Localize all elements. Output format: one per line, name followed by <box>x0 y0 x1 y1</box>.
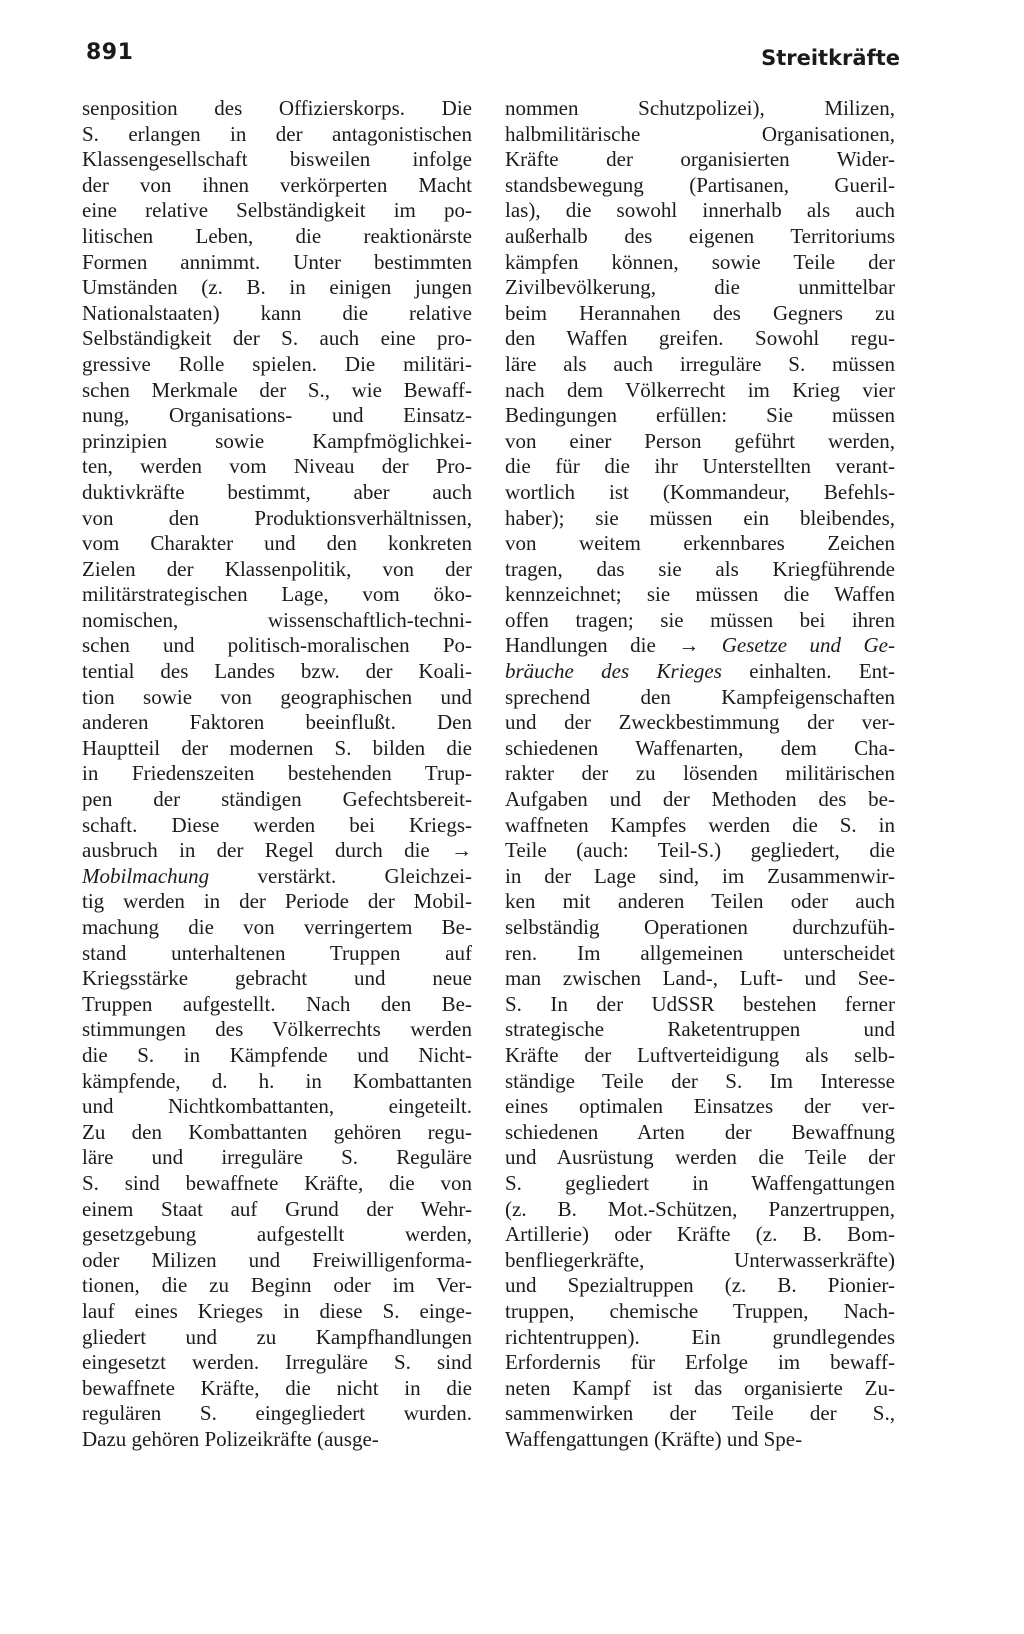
page-number: 891 <box>86 40 134 65</box>
text-line: sammenwirken der Teile der S., <box>505 1401 895 1426</box>
text-line: offen tragen; sie müssen bei ihren <box>505 607 895 632</box>
text-line: Dazu gehören Polizeikräfte (ausge- <box>82 1426 379 1451</box>
text-line: eines optimalen Einsatzes der ver- <box>505 1094 895 1119</box>
text-line: benfliegerkräfte, Unterwasserkräfte) <box>505 1247 895 1272</box>
text-line: schiedenen Arten der Bewaffnung <box>505 1119 895 1144</box>
text-line: nach dem Völkerrecht im Krieg vier <box>505 377 895 402</box>
text-line: machung die von verringertem Be- <box>82 915 472 939</box>
text-line: Aufgaben und der Methoden des be- <box>505 787 895 812</box>
text-line: anderen Faktoren beeinflußt. Den <box>82 710 472 735</box>
text-line: in Friedenszeiten bestehenden Trup- <box>82 761 472 786</box>
text-line: von einer Person geführt werden, <box>505 428 895 453</box>
text-line: neten Kampf ist das organisierte Zu- <box>505 1375 895 1400</box>
text-line: Teile (auch: Teil-S.) gegliedert, die <box>505 838 895 863</box>
text-line: Truppen aufgestellt. Nach den Be- <box>82 991 472 1016</box>
text-line: selbständig Operationen durchzufüh- <box>505 915 895 939</box>
text-line: von weitem erkennbares Zeichen <box>505 531 895 556</box>
text-line: Waffengattungen (Kräfte) und Spe- <box>505 1426 803 1451</box>
text-line: kennzeichnet; sie müssen die Waffen <box>505 582 895 607</box>
text-line: ten, werden vom Niveau der Pro- <box>82 454 472 479</box>
text-line: tig werden in der Periode der Mobil- <box>82 889 472 914</box>
text-line: waffneten Kampfes werden die S. in <box>505 812 895 837</box>
text-line: Hauptteil der modernen S. bilden die <box>82 735 472 760</box>
text-line: richtentruppen). Ein grundlegendes <box>505 1324 895 1349</box>
text-line: duktivkräfte bestimmt, aber auch <box>82 479 472 504</box>
text-line: pen der ständigen Gefechtsbereit- <box>82 787 472 812</box>
text-line: strategische Raketentruppen und <box>505 1017 895 1042</box>
text-line: läre als auch irreguläre S. müssen <box>505 351 895 376</box>
text-column-right <box>505 96 895 1452</box>
text-line: eine relative Selbständigkeit im po- <box>82 198 472 223</box>
text-line: S. In der UdSSR bestehen ferner <box>505 991 895 1016</box>
text-line: ken mit anderen Teilen oder auch <box>505 889 895 914</box>
text-line: Kriegsstärke gebracht und neue <box>82 966 472 991</box>
text-line: die für die ihr Unterstellten verant- <box>505 454 895 479</box>
text-line: und Spezialtruppen (z. B. Pionier- <box>505 1273 895 1298</box>
text-line: Kräfte der Luftverteidigung als selb- <box>505 1042 895 1067</box>
text-line: rakter der zu lösenden militärischen <box>505 761 895 786</box>
text-line: Erfordernis für Erfolge im bewaff- <box>505 1350 895 1375</box>
text-line: stimmungen des Völkerrechts werden <box>82 1017 472 1042</box>
text-line: tential des Landes bzw. der Koali- <box>82 659 472 684</box>
text-line: bewaffnete Kräfte, die nicht in die <box>82 1375 472 1400</box>
text-line: stand unterhaltenen Truppen auf <box>82 940 472 965</box>
text-line: Zivilbevölkerung, die unmittelbar <box>505 275 895 300</box>
text-line: ausbruch in der Regel durch die → <box>82 838 472 863</box>
text-line: nommen Schutzpolizei), Milizen, <box>505 96 895 120</box>
text-line: gressive Rolle spielen. Die militäri- <box>82 351 472 376</box>
text-line: und Nichtkombattanten, eingeteilt. <box>82 1094 472 1119</box>
text-line: Nationalstaaten) kann die relative <box>82 300 472 325</box>
text-line: sprechend den Kampfeigenschaften <box>505 684 895 709</box>
text-line: schaft. Diese werden bei Kriegs- <box>82 812 472 837</box>
text-line: Klassengesellschaft bisweilen infolge <box>82 147 472 172</box>
text-line: prinzipien sowie Kampfmöglichkei- <box>82 428 472 453</box>
text-line: man zwischen Land-, Luft- und See- <box>505 966 895 991</box>
text-line: Zu den Kombattanten gehören regu- <box>82 1119 472 1144</box>
text-line: die S. in Kämpfende und Nicht- <box>82 1042 472 1067</box>
running-head: Streitkräfte <box>761 46 900 70</box>
text-line: außerhalb des eigenen Territoriums <box>505 223 895 248</box>
text-line: der von ihnen verkörperten Macht <box>82 172 472 197</box>
text-line: gesetzgebung aufgestellt werden, <box>82 1222 472 1247</box>
text-line: lauf eines Krieges in diese S. einge- <box>82 1298 472 1323</box>
text-line: Zielen der Klassenpolitik, von der <box>82 556 472 581</box>
text-line: tragen, das sie als Kriegführende <box>505 556 895 581</box>
text-line: S. erlangen in der antagonistischen <box>82 121 472 146</box>
text-line: litischen Leben, die reaktionärste <box>82 223 472 248</box>
text-line: bräuche des Krieges einhalten. Ent- <box>505 659 895 684</box>
text-line: oder Milizen und Freiwilligenforma- <box>82 1247 472 1272</box>
text-line: truppen, chemische Truppen, Nach- <box>505 1298 895 1323</box>
text-line: einem Staat auf Grund der Wehr- <box>82 1196 472 1221</box>
text-line: schen und politisch-moralischen Po- <box>82 633 472 658</box>
text-line: las), die sowohl innerhalb als auch <box>505 198 895 223</box>
text-line: von den Produktionsverhältnissen, <box>82 505 472 530</box>
text-line: nomischen, wissenschaftlich-techni- <box>82 607 472 632</box>
text-line: beim Herannahen des Gegners zu <box>505 300 895 325</box>
text-line: vom Charakter und den konkreten <box>82 531 472 556</box>
text-line: haber); sie müssen ein bleibendes, <box>505 505 895 530</box>
text-column-left <box>82 96 472 1452</box>
text-line: Umständen (z. B. in einigen jungen <box>82 275 472 300</box>
text-line: den Waffen greifen. Sowohl regu- <box>505 326 895 351</box>
text-line: standsbewegung (Partisanen, Gueril- <box>505 172 895 197</box>
text-line: Handlungen die → Gesetze und Ge- <box>505 633 895 658</box>
text-line: wortlich ist (Kommandeur, Befehls- <box>505 479 895 504</box>
text-line: Selbständigkeit der S. auch eine pro- <box>82 326 472 351</box>
text-line: Formen annimmt. Unter bestimmten <box>82 249 472 274</box>
text-line: tion sowie von geographischen und <box>82 684 472 709</box>
text-line: Artillerie) oder Kräfte (z. B. Bom- <box>505 1222 895 1247</box>
text-line: nung, Organisations- und Einsatz- <box>82 403 472 428</box>
text-line: halbmilitärische Organisationen, <box>505 121 895 146</box>
text-line: eingesetzt werden. Irreguläre S. sind <box>82 1350 472 1375</box>
text-line: regulären S. eingegliedert wurden. <box>82 1401 472 1426</box>
text-line: Mobilmachung verstärkt. Gleichzei- <box>82 863 472 888</box>
text-line: kämpfende, d. h. in Kombattanten <box>82 1068 472 1093</box>
text-line: S. sind bewaffnete Kräfte, die von <box>82 1170 472 1195</box>
text-line: und der Zweckbestimmung der ver- <box>505 710 895 735</box>
text-line: gliedert und zu Kampfhandlungen <box>82 1324 472 1349</box>
text-line: ständige Teile der S. Im Interesse <box>505 1068 895 1093</box>
text-line: Bedingungen erfüllen: Sie müssen <box>505 403 895 428</box>
text-line: kämpfen können, sowie Teile der <box>505 249 895 274</box>
text-line: ren. Im allgemeinen unterscheidet <box>505 940 895 965</box>
text-line: senposition des Offizierskorps. Die <box>82 96 472 120</box>
text-line: Kräfte der organisierten Wider- <box>505 147 895 172</box>
text-line: in der Lage sind, im Zusammenwir- <box>505 863 895 888</box>
text-line: schen Merkmale der S., wie Bewaff- <box>82 377 472 402</box>
text-line: S. gegliedert in Waffengattungen <box>505 1170 895 1195</box>
text-line: (z. B. Mot.-Schützen, Panzertruppen, <box>505 1196 895 1221</box>
text-line: militärstrategischen Lage, vom öko- <box>82 582 472 607</box>
text-line: und Ausrüstung werden die Teile der <box>505 1145 895 1170</box>
page-header <box>0 0 1024 90</box>
text-line: schiedenen Waffenarten, dem Cha- <box>505 735 895 760</box>
text-line: tionen, die zu Beginn oder im Ver- <box>82 1273 472 1298</box>
text-line: läre und irreguläre S. Reguläre <box>82 1145 472 1170</box>
